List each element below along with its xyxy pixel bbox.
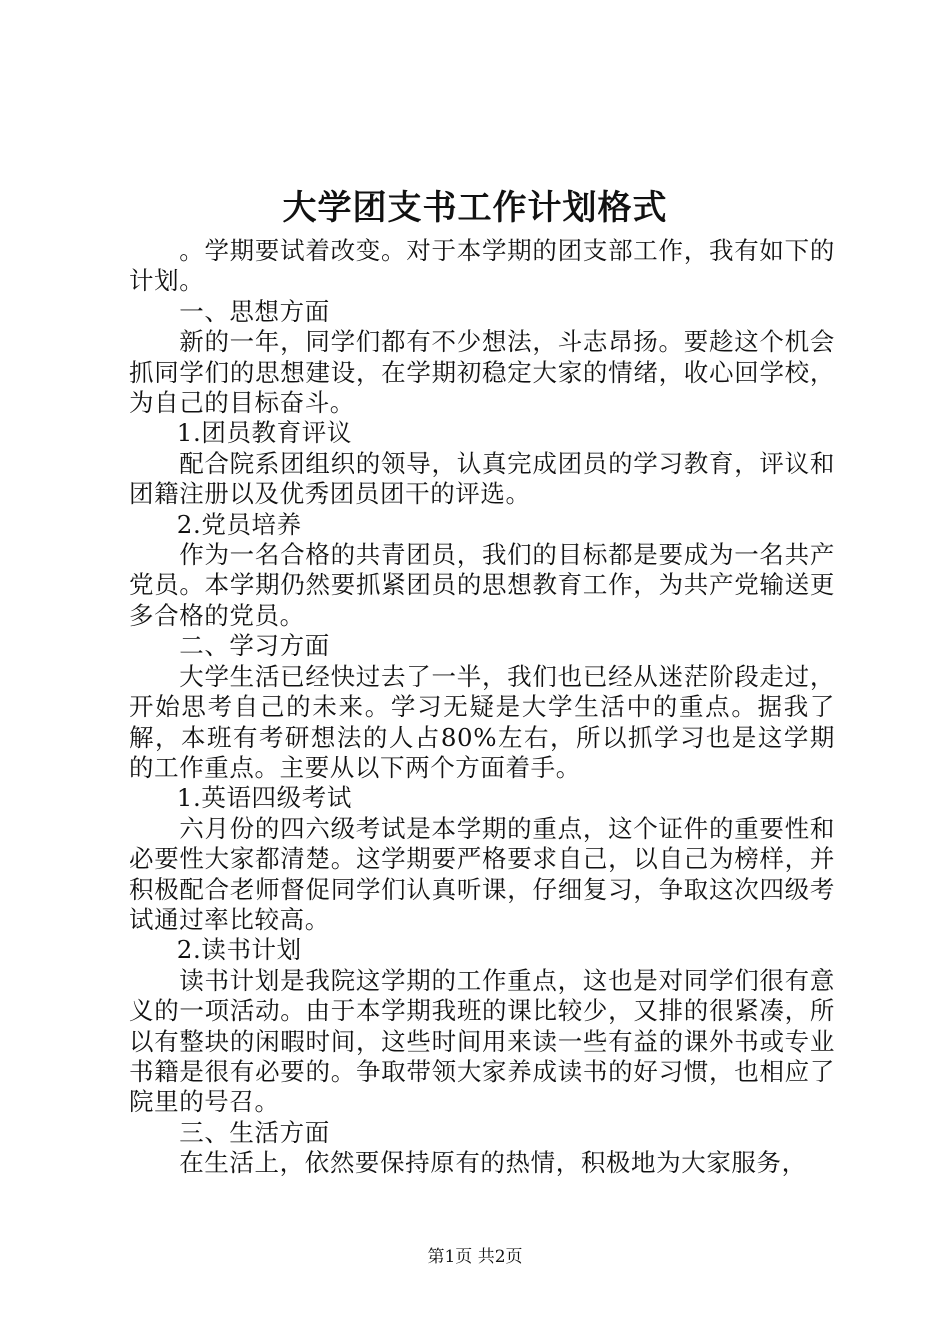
- page-footer: 第1页 共2页: [427, 1247, 523, 1267]
- section-heading: 三、生活方面: [179, 1117, 330, 1147]
- section-heading: 一、思想方面: [179, 296, 330, 326]
- paragraph: 配合院系团组织的领导，认真完成团员的学习教育，评议和团籍注册以及优秀团员团干的评选。: [129, 448, 835, 509]
- document-body: [129, 236, 835, 1179]
- subsection-heading: 2.党员培养: [176, 509, 302, 539]
- paragraph: 新的一年，同学们都有不少想法，斗志昂扬。要趁这个机会抓同学们的思想建设，在学期初稳定大家的情绪，收心回学校，为自己的目标奋斗。: [129, 327, 835, 418]
- paragraph: 在生活上，依然要保持原有的热情，积极地为大家服务，: [179, 1148, 807, 1178]
- subsection-heading: 2.读书计划: [176, 935, 302, 965]
- subsection-heading: 1.团员教育评议: [176, 418, 352, 448]
- paragraph: 读书计划是我院这学期的工作重点，这也是对同学们很有意义的一项活动。由于本学期我班的课比较少，又排的很紧凑，所以有整块的闲暇时间，这些时间用来读一些有益的课外书或专业书籍是很有必要的。争取带领大家养成读书的好习惯，也相应了院里的号召。: [129, 965, 835, 1117]
- paragraph: 六月份的四六级考试是本学期的重点，这个证件的重要性和必要性大家都清楚。这学期要严格要求自己，以自己为榜样，并积极配合老师督促同学们认真听课，仔细复习，争取这次四级考试通过率比较高。: [129, 813, 835, 934]
- section-heading: 二、学习方面: [179, 631, 330, 661]
- document-title: 大学团支书工作计划格式: [282, 188, 668, 228]
- subsection-heading: 1.英语四级考试: [176, 783, 352, 813]
- paragraph: 作为一名合格的共青团员，我们的目标都是要成为一名共产党员。本学期仍然要抓紧团员的思想教育工作，为共产党输送更多合格的党员。: [129, 540, 835, 630]
- paragraph: 。学期要试着改变。对于本学期的团支部工作，我有如下的计划。: [129, 236, 835, 296]
- paragraph: 大学生活已经快过去了一半，我们也已经从迷茫阶段走过，开始思考自己的未来。学习无疑是大学生活中的重点。据我了解，本班有考研想法的人占80%左右，所以抓学习也是这学期的工作重点。主要从以下两个方面着手。: [129, 661, 835, 782]
